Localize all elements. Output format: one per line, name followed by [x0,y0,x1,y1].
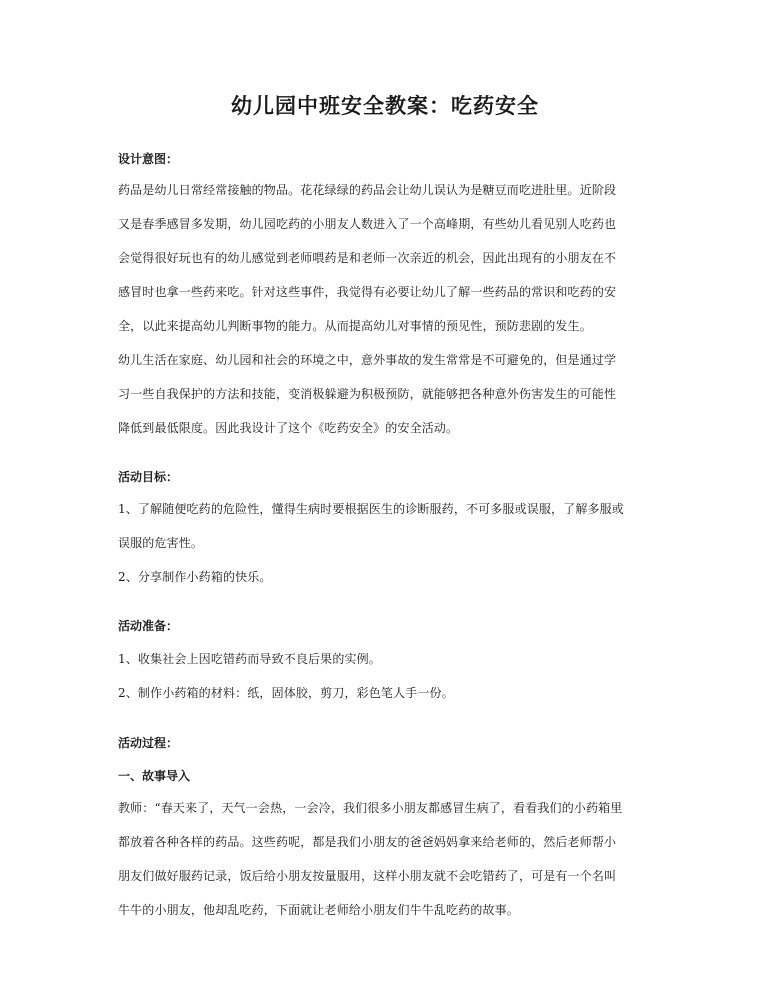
process-line: 教师：“春天来了，天气一会热，一会冷，我们很多小朋友都感冒生病了，看看我们的小药箱里 [118,801,623,815]
goals-line: 误服的危害性。 [118,536,204,550]
process-line: 都放着各种各样的药品。这些药呢，都是我们小朋友的爸爸妈妈拿来给老师的，然后老师帮小 [118,835,617,849]
design-intent-heading: 设计意图： [118,152,179,166]
design-intent-line: 会觉得很好玩也有的幼儿感觉到老师喂药是和老师一次亲近的机会，因此出现有的小朋友在不 [118,251,617,265]
design-intent-line: 感冒时也拿一些药来吃。针对这些事件，我觉得有必要让幼儿了解一些药品的常识和吃药的安 [118,285,617,299]
document-title: 幼儿园中班安全教案：吃药安全 [231,93,539,118]
process-subheading: 一、故事导入 [118,769,191,783]
preparation-heading: 活动准备： [118,619,179,633]
process-line: 朋友们做好服药记录，饭后给小朋友按量服用，这样小朋友就不会吃错药了，可是有一个名叫 [118,869,617,883]
design-intent-line: 幼儿生活在家庭、幼儿园和社会的环境之中，意外事故的发生常常是不可避免的，但是通过学 [118,353,617,367]
design-intent-line: 药品是幼儿日常经常接触的物品。花花绿绿的药品会让幼儿误认为是糖豆而吃进肚里。近阶段 [118,183,617,197]
process-line: 牛牛的小朋友，他却乱吃药，下面就让老师给小朋友们牛牛乱吃药的故事。 [118,903,519,917]
design-intent-line: 降低到最低限度。因此我设计了这个《吃药安全》的安全活动。 [118,421,459,435]
preparation-line: 2、制作小药箱的材料：纸，固体胶，剪刀，彩色笔人手一份。 [118,686,454,700]
goals-line: 1、了解随便吃药的危险性，懂得生病时要根据医生的诊断服药，不可多服或误服，了解多服或 [118,502,624,516]
design-intent-line: 又是春季感冒多发期，幼儿园吃药的小朋友人数进入了一个高峰期，有些幼儿看见别人吃药也 [118,217,617,231]
design-intent-line: 全，以此来提高幼儿判断事物的能力。从而提高幼儿对事情的预见性，预防悲剧的发生。 [118,319,592,333]
goals-line: 2、分享制作小药箱的快乐。 [118,570,272,584]
design-intent-line: 习一些自我保护的方法和技能，变消极躲避为积极预防，就能够把各种意外伤害发生的可能性 [118,387,617,401]
process-heading: 活动过程： [118,736,179,750]
goals-heading: 活动目标： [118,470,179,484]
preparation-line: 1、收集社会上因吃错药而导致不良后果的实例。 [118,652,381,666]
